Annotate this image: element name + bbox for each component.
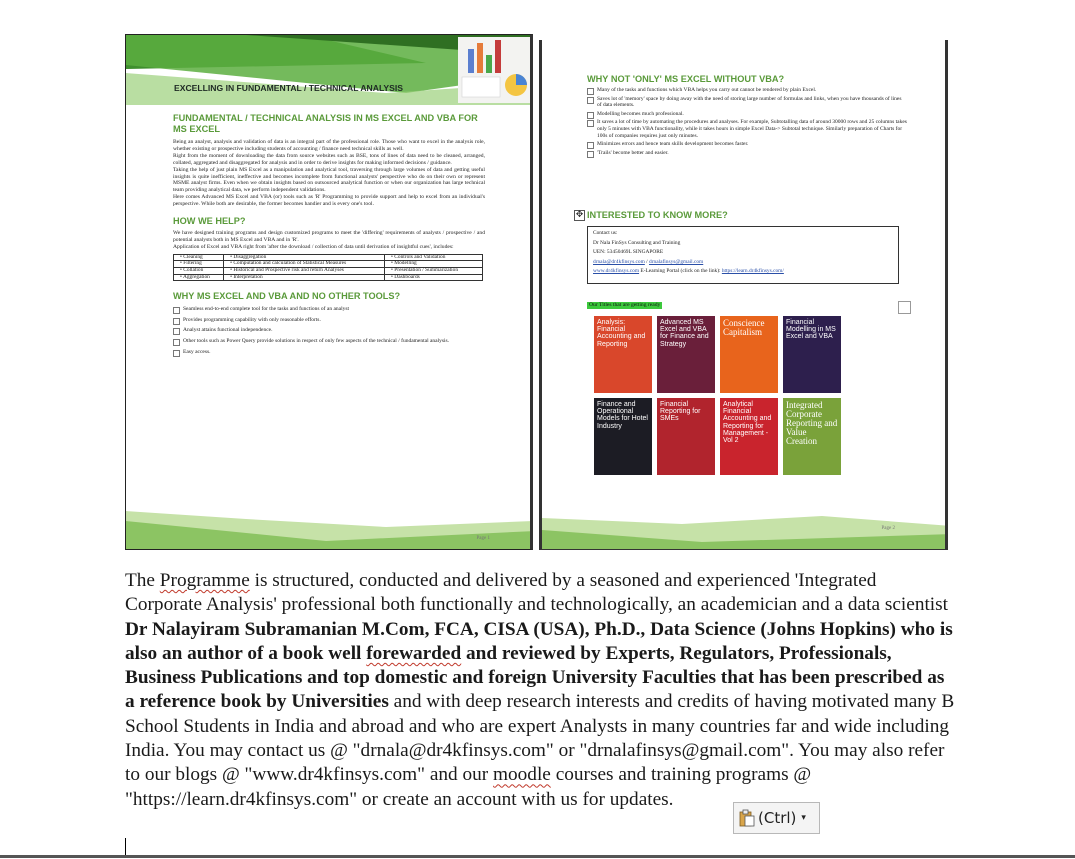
contact-emails: drnala@dr4kfinsys.com / drnalafinsys@gmail.com [593,258,704,265]
table-cell: • Aggregation [174,274,224,281]
table-row [174,267,483,274]
page-number: Page 1 [476,536,490,541]
how-we-help-table [173,254,483,281]
paste-options-button[interactable] [733,802,820,834]
table-cell: • Cleaning [174,254,224,261]
table-move-handle-icon[interactable]: ✥ [575,210,584,220]
table-cell: • Historical and Prospective risk and return Analyses [224,267,385,274]
page-number: Page 2 [881,526,895,531]
paragraph: We have designed training programs and design customized programs to meet the 'differing' requirements of analysts / prospective / and potential analysts both in MS Excel and VBA and in 'R'. [173,230,485,243]
chart-laptop-image [456,35,533,105]
checklist-item: Other tools such as Power Query provide solutions in respect of only few aspects of the technical / fundamental analysis. [173,338,485,345]
checklist-item: Many of the tasks and functions which VBA helps you carry out cannot be rendered by plain Excel. [587,87,907,94]
book-cover: Conscience Capitalism [720,316,778,393]
page-1-header-title: EXCELLING IN FUNDAMENTAL / TECHNICAL ANALYSIS [174,83,404,93]
contact-uen: UEN: 53450469L SINGAPORE [593,249,664,256]
checklist-item: Easy access. [173,349,485,356]
contact-name: Dr Nala FinSys Consulting and Training [593,239,681,246]
book-cover: Financial Modelling in MS Excel and VBA [783,316,841,393]
paragraph: Here comes Advanced MS Excel and VBA (or) tools such as 'R' Programming to provide support and help to excel from an individual's perspective. While both are desirable, the former becomes handier and is every one's tool. [173,194,485,208]
table-cell: • Dashboards [385,274,483,281]
checklist-item: It saves a lot of time by automating the procedures and analyses. For example, Subtotalling data of around 30000 rows and 25 columns takes only 5 minutes with VBA functionality, while it takes hours in simple Excel Data-> Subtotal technique. Similarly preparation of Charts for 100s of companies requires just only minutes. [587,119,907,139]
checklist-item: Provides programming capability with only reasonable efforts. [173,317,485,324]
document-page-2 [539,40,948,550]
book-cover: Integrated Corporate Reporting and Value Creation [783,398,841,475]
checklist-item: Seamless end-to-end complete tool for the tasks and functions of an analyst [173,306,485,313]
window-bottom-border [0,855,1075,858]
image-anchor-icon[interactable] [898,301,911,314]
book-cover: Advanced MS Excel and VBA for Finance and Strategy [657,316,715,393]
paragraph: Right from the moment of downloading the data from source websites such as BSE, tons of lines of data need to be cleaned, arranged, collated, aggregated and disaggregated for analysis and in order to derive insights for making informed decisions / guidance. [173,152,485,166]
table-cell: • Controls and Validation [385,254,483,261]
table-cell: • Presentation / Summarization [385,267,483,274]
table-cell: • Interpretation [224,274,385,281]
paragraph: Taking the help of just plain MS Excel as a manipulation and analytical tool, traversing through large volumes of data and getting useful insights is quite inefficient, ineffective and becomes incomplete from functional analysts' perspective who do on their own or represent MSME analyst firms. Even when we obtain insights based on outsourced analytical function or when our organization has large technical team providing analytical data, we perform independent validations. [173,166,485,194]
book-cover: Financial Reporting for SMEs [657,398,715,475]
email-link-1[interactable]: drnala@dr4kfinsys.com [593,258,645,265]
portal-link[interactable]: https://learn.dr4kfinsys.com/ [721,268,784,275]
checklist-item: Modelling becomes much professional. [587,111,907,118]
checklist-item: Saves lot of 'memory' space by doing away with the need of storing large number of formulas and links, when you have thousands of lines of data elements. [587,96,907,109]
section-title-how-we-help: HOW WE HELP? [173,216,246,227]
paste-options-label: (Ctrl) [758,809,797,827]
document-page-1 [125,34,533,550]
section-title-fundamental: FUNDAMENTAL / TECHNICAL ANALYSIS IN MS EXCEL AND VBA FOR MS EXCEL [173,113,478,134]
table-cell: • Filtering [174,261,224,268]
checklist-item: Analyst attains functional independence. [173,327,485,334]
paragraph: Application of Excel and VBA right from 'after the download / collection of data until derivation of insightful cues', includes: [173,243,454,250]
page-1-content [173,113,485,359]
chevron-down-icon: ▾ [801,813,806,823]
contact-label: Contact us: [593,230,618,236]
email-link-2[interactable]: drnalafinsys@gmail.com [649,258,704,265]
body-paragraph[interactable]: The Programme is structured, conducted and delivered by a seasoned and experienced 'Integrated Corporate Analysis' professional both functionally and technologically, an academician and a data scientist Dr Nalayiram Subramanian M.Com, FCA, CISA (USA), Ph.D., Data Science (Johns Hopkins) who is also an author of a book well forewarded and reviewed by Experts, Regulators, Professionals, Business Publications and top domestic and foreign University Faculties that has been prescribed as a reference book by Universities and with deep research interests and credits of having motivated many B School Students in India and abroad and who are expert Analysts in many countries far and wide including India. You may contact us @ "drnala@dr4kfinsys.com" or "drnalafinsys@gmail.com". You may also refer to our blogs @ "www.dr4kfinsys.com" and our moodle courses and training programs @ "https://learn.dr4kfinsys.com" or create an account with us for updates. [125,570,955,810]
table-cell: • Collation [174,267,224,274]
table-cell: • Modelling [385,261,483,268]
table-cell: • Computation and calculation of Statistical Measures [224,261,385,268]
titles-highlight-label: Our Titles that are getting ready [589,302,661,308]
table-cell: • Disaggregation [224,254,385,261]
section-title-why-not-only-excel: WHY NOT 'ONLY' MS EXCEL WITHOUT VBA? [587,74,785,84]
text-cursor [125,838,126,856]
book-covers-grid [594,316,841,475]
website-link[interactable]: www.dr4kfinsys.com [593,268,640,275]
contact-box [587,226,899,284]
book-cover: Analytical Financial Accounting and Reporting for Management - Vol 2 [720,398,778,475]
paragraph: Being an analyst, analysis and validation of data is an integral part of the professional role. Those who want to excel in the analysis role, whether existing or prospective including students of accounting / finance need technical skills as well. [173,139,485,152]
section-title-why-ms-excel: WHY MS EXCEL AND VBA AND NO OTHER TOOLS? [173,291,401,302]
table-row [174,274,483,281]
book-cover: Analysis: Financial Accounting and Reporting [594,316,652,393]
clipboard-icon [739,809,755,827]
contact-website-row: www.dr4kfinsys.com E-Learning Portal (click on the link): https://learn.dr4kfinsys.com/ [593,268,784,275]
book-cover: Finance and Operational Models for Hotel Industry [594,398,652,475]
page-2-content [587,74,907,158]
footer-green-band [126,501,533,550]
section-title-interested: INTERESTED TO KNOW MORE? [587,210,728,220]
checklist-item: Minimizes errors and hence team skills development becomes faster. [587,141,907,148]
checklist-item: 'Trails' become better and easier. [587,150,907,157]
